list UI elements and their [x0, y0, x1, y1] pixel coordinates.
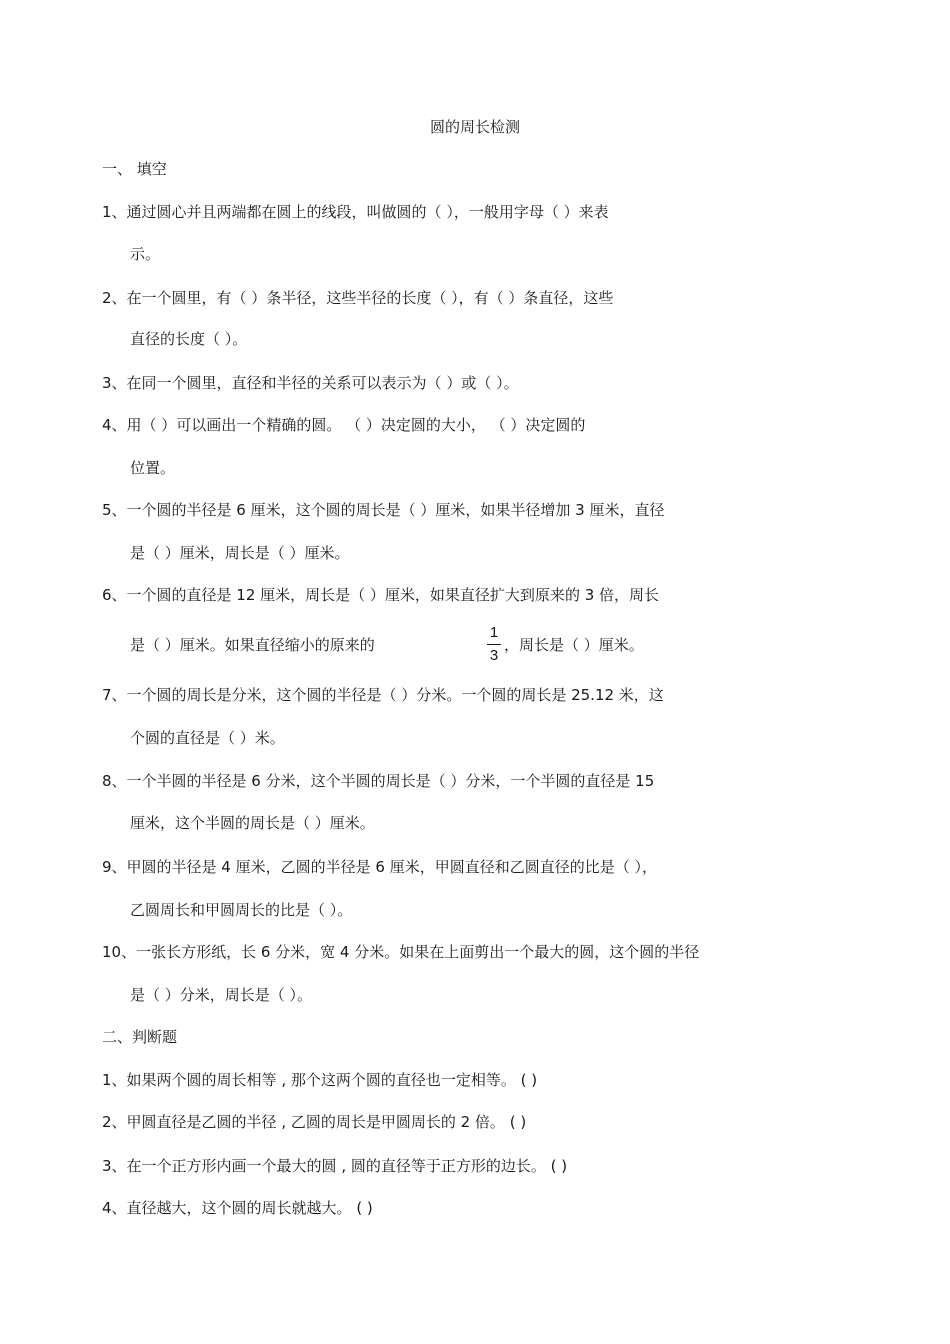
question-7-line-2: 个圆的直径是（ ）米。 — [130, 729, 285, 747]
question-3: 3、在同一个圆里，直径和半径的关系可以表示为（ ）或（ ）。 — [102, 374, 519, 392]
question-2-line-2: 直径的长度（ ）。 — [130, 330, 248, 348]
question-9-line-1: 9、甲圆的半径是 4 厘米，乙圆的半径是 6 厘米，甲圆直径和乙圆直径的比是（ ）， — [102, 858, 657, 876]
question-2-line-1: 2、在一个圆里，有（ ）条半径，这些半径的长度（ ），有（ ）条直径，这些 — [102, 289, 614, 307]
fraction-bar — [487, 644, 501, 645]
judgment-question-1: 1、如果两个圆的周长相等 , 那个这两个圆的直径也一定相等。 ( ) — [102, 1071, 538, 1089]
question-8-line-1: 8、一个半圆的半径是 6 分米，这个半圆的周长是（ ）分米，一个半圆的直径是 15 — [102, 772, 655, 790]
judgment-question-3: 3、在一个正方形内画一个最大的圆 , 圆的直径等于正方形的边长。 ( ) — [102, 1157, 568, 1175]
question-10-line-2: 是（ ）分米，周长是（ ）。 — [130, 986, 313, 1004]
question-6-line-2-part-1: 是（ ）厘米。如果直径缩小的原来的 — [130, 636, 375, 654]
judgment-question-4: 4、直径越大，这个圆的周长就越大。 ( ) — [102, 1199, 373, 1217]
question-7-line-1: 7、一个圆的周长是分米，这个圆的半径是（ ）分米。一个圆的周长是 25.12 米，这 — [102, 686, 664, 704]
section-1-heading: 一、 填空 — [102, 160, 167, 178]
question-1-line-2: 示。 — [130, 245, 161, 263]
fraction-numerator: 1 — [489, 624, 499, 641]
question-4-line-2: 位置。 — [130, 459, 176, 477]
fraction-one-third — [487, 624, 501, 665]
question-1-line-1: 1、通过圆心并且两端都在圆上的线段，叫做圆的（ ），一般用字母（ ）来表 — [102, 203, 609, 221]
question-6-line-1: 6、一个圆的直径是 12 厘米，周长是（ ）厘米，如果直径扩大到原来的 3 倍，周长 — [102, 586, 660, 604]
question-5-line-1: 5、一个圆的半径是 6 厘米，这个圆的周长是（ ）厘米，如果半径增加 3 厘米，直径 — [102, 501, 665, 519]
question-9-line-2: 乙圆周长和甲圆周长的比是（ ）。 — [130, 901, 353, 919]
question-6-line-2-part-2: ，周长是（ ）厘米。 — [504, 636, 644, 654]
question-4-line-1: 4、用（ ）可以画出一个精确的圆。 （ ）决定圆的大小， （ ）决定圆的 — [102, 416, 586, 434]
fraction-denominator: 3 — [489, 647, 499, 664]
judgment-question-2: 2、甲圆直径是乙圆的半径 , 乙圆的周长是甲圆周长的 2 倍。 ( ) — [102, 1113, 527, 1131]
question-10-line-1: 10、一张长方形纸，长 6 分米，宽 4 分米。如果在上面剪出一个最大的圆，这个圆的半径 — [102, 943, 700, 961]
question-8-line-2: 厘米，这个半圆的周长是（ ）厘米。 — [130, 814, 375, 832]
question-5-line-2: 是（ ）厘米，周长是（ ）厘米。 — [130, 544, 350, 562]
section-2-heading: 二、判断题 — [102, 1028, 178, 1046]
page-title: 圆的周长检测 — [429, 118, 520, 136]
